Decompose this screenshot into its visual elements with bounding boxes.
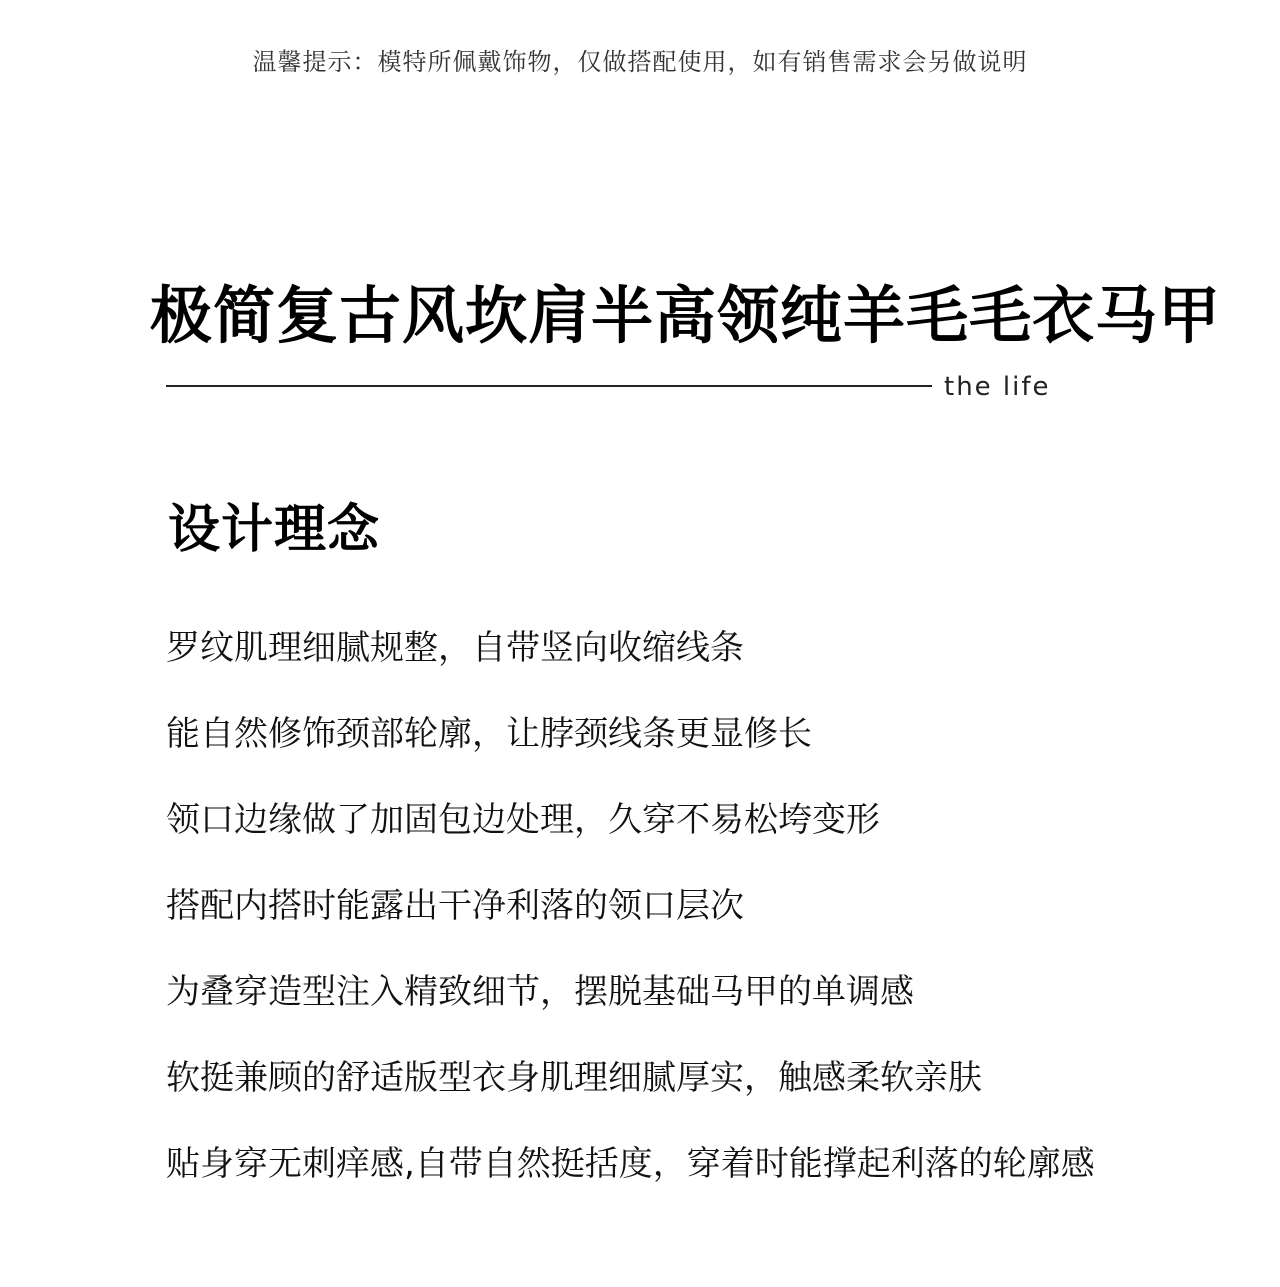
concept-line: 领口边缘做了加固包边处理，久穿不易松垮变形: [166, 800, 880, 840]
concept-line: 罗纹肌理细腻规整，自带竖向收缩线条: [166, 628, 744, 668]
tagline: the life: [944, 372, 1051, 402]
section-heading: 设计理念: [168, 500, 381, 560]
divider-line: [166, 385, 932, 387]
product-title: 极简复古风坎肩半高领纯羊毛毛衣马甲: [150, 279, 1222, 352]
concept-line: 为叠穿造型注入精致细节，摆脱基础马甲的单调感: [166, 972, 914, 1012]
notice-text: 温馨提示：模特所佩戴饰物，仅做搭配使用，如有销售需求会另做说明: [252, 48, 1028, 76]
concept-line: 软挺兼顾的舒适版型衣身肌理细腻厚实，触感柔软亲肤: [166, 1058, 982, 1098]
concept-line: 贴身穿无刺痒感,自带自然挺括度，穿着时能撑起利落的轮廓感: [166, 1144, 1095, 1184]
concept-line: 搭配内搭时能露出干净利落的领口层次: [166, 886, 744, 926]
concept-line: 能自然修饰颈部轮廓，让脖颈线条更显修长: [166, 714, 812, 754]
design-concept-list: [166, 626, 1095, 1228]
